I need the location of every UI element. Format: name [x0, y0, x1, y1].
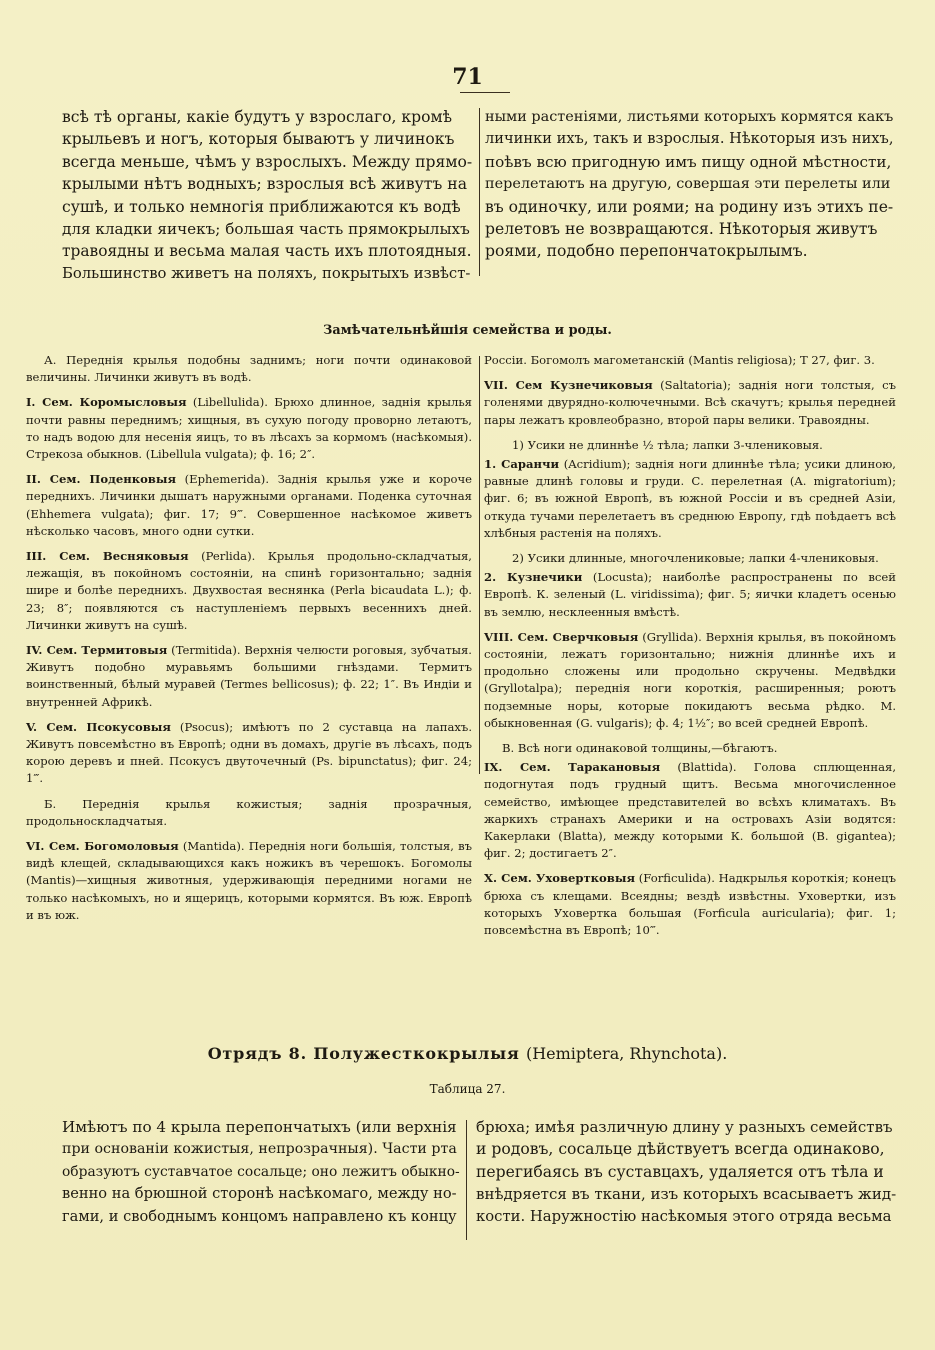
- family-entry: VI. Сем. Богомоловыя (Mantida). Переднія ноги большія, толстыя, въ видѣ клещей, складывающихся какъ ножикъ въ черешокъ. Богомолы (Mantis)—хищныя животныя, удерживающія передними ногами не только насѣкомыхъ, но и ящерицъ, которыми кормятся. Въ юж. Европѣ и въ юж.: [26, 839, 473, 922]
- genus-entry: 2. Кузнечики (Locusta); наиболѣе распространены по всей Европѣ. К. зеленый (L. viridissima); фиг. 5; яички кладетъ осенью въ землю, несклеенныя вмѣстѣ.: [484, 570, 897, 619]
- order-latin: (Hemiptera, Rhynchota).: [525, 1044, 728, 1063]
- family-entry: V. Сем. Псокусовыя (Psocus); имѣютъ по 2 суставца на лапахъ. Живутъ повсемѣстно въ Европѣ; одни въ домахъ, другіе въ лѣсахъ, подъ корою деревъ и пней. Псокусъ двуточечный (Ps. bipunctatus); фиг. 24; 1‴.: [26, 719, 472, 786]
- table-reference: Таблица 27.: [429, 1082, 506, 1096]
- text-line: личинки ихъ, такъ и взрослыя. Нѣкоторыя изъ нихъ,: [485, 130, 894, 148]
- text-line: всегда меньше, чѣмъ у взрослыхъ. Между прямо-: [62, 152, 473, 171]
- family-name: VII. Сем Кузнечиковыя: [484, 378, 653, 393]
- order-heading: [0, 1044, 935, 1063]
- text-line: въ одиночку, или роями; на родину изъ этихъ пе-: [485, 197, 894, 216]
- top-right-column: [485, 106, 895, 263]
- subgroup-note: В. Всѣ ноги одинаковой толщины,—бѣгаютъ.: [502, 741, 778, 756]
- page-number-underline: [460, 92, 510, 93]
- family-name: I. Сем. Коромысловыя: [26, 395, 187, 410]
- text-line: крылыми нѣтъ водныхъ; взрослыя всѣ живутъ на: [62, 175, 467, 194]
- top-left-column: [62, 106, 474, 285]
- column-divider: [479, 108, 480, 276]
- text-line: внѣдряется въ ткани, изъ которыхъ всасываетъ жид-: [476, 1185, 897, 1204]
- family-name: II. Сем. Поденковыя: [26, 472, 177, 487]
- family-name: III. Сем. Весняковыя: [26, 549, 189, 564]
- family-name: VI. Сем. Богомоловыя: [26, 839, 179, 854]
- text-line: поѣвъ всю пригодную имъ пищу одной мѣстности,: [485, 152, 892, 171]
- family-entry: I. Сем. Коромысловыя (Libellulida). Брюхо длинное, заднія крылья почти равны переднимъ; хищныя, въ сухую погоду проворно летаютъ, то надъ водою для несенія яицъ, то въ лѣсахъ за кормомъ (насѣкомыя). Стрекоза обыкнов. (Libellula vulgata); ф. 16; 2″.: [26, 395, 472, 462]
- text-line: крыльевъ и ногъ, которыя бываютъ у личинокъ: [62, 130, 455, 149]
- family-entry: III. Сем. Весняковыя (Perlida). Крылья продольно-складчатыя, лежащія, въ покойномъ состояніи, на спинѣ горизонтально; заднія шире и болѣе переднихъ. Двухвостая веснянка (Perla bicaudata L.); ф. 23; 8″; появляются съ наступленіемъ первыхъ весеннихъ дней. Личинки живутъ на сушѣ.: [26, 549, 472, 632]
- text-line: кости. Наружностію насѣкомыя этого отряда весьма: [476, 1207, 892, 1225]
- genus-name: 1. Саранчи: [484, 457, 560, 472]
- family-entry: VII. Сем Кузнечиковыя (Saltatoria); заднія ноги толстыя, съ голенями двурядно-колючечными. Всѣ скачутъ; крылья передней пары лежатъ кровлеобразно, второй пары велики. Травоядны.: [484, 378, 896, 427]
- text-line: гами, и свободнымъ концомъ направлено къ концу: [62, 1207, 457, 1225]
- column-divider: [479, 356, 480, 774]
- families-right-column: [484, 352, 896, 947]
- page-number: 71: [452, 64, 483, 90]
- text-line: сушѣ, и только немногія приближаются къ водѣ: [62, 197, 461, 216]
- subgroup-note: А. Переднія крылья подобны заднимъ; ноги почти одинаковой величины. Личинки живутъ въ водѣ.: [26, 353, 472, 385]
- order-title: Отрядъ 8. Полужесткокрылыя: [207, 1044, 520, 1063]
- family-entry: VIII. Сем. Сверчковыя (Gryllida). Верхнія крылья, въ покойномъ состояніи, лежатъ горизонтально; нижнія длиннѣе ихъ и продольно сложены или продольно скручены. Медвѣдки (Gryllotalpa); переднія ноги короткія, расширенныя; роютъ подземные норы, которые покидаютъ весьма рѣдко. М. обыкновенная (G. vulgaris); ф. 4; 1½″; во всей средней Европѣ.: [484, 629, 897, 730]
- family-name: IX. Сем. Таракановыя: [484, 760, 661, 775]
- bottom-left-column: [62, 1116, 460, 1228]
- bottom-right-column: [476, 1116, 896, 1228]
- text-line: Большинство живетъ на поляхъ, покрытыхъ извѣст-: [62, 264, 471, 282]
- text-line: релетовъ не возвращаются. Нѣкоторыя живутъ: [485, 220, 878, 239]
- text-line: перегибаясь въ суставцахъ, удаляется отъ тѣла и: [476, 1162, 884, 1181]
- family-name: X. Сем. Уховертковыя: [484, 871, 636, 886]
- genus-entry: 1. Саранчи (Acridium); заднія ноги длиннѣе тѣла; усики длиною, равные длинѣ головы и груди. С. перелетная (A. migratorium); фиг. 6; въ южной Европѣ, въ южной Россіи и въ средней Азіи, откуда тучами перелетаетъ въ среднюю Европу, гдѣ поѣдаетъ всѣ хлѣбныя растенія на поляхъ.: [484, 457, 896, 540]
- families-left-column: [26, 352, 472, 932]
- family-name: IV. Сем. Термитовыя: [26, 643, 168, 658]
- subgroup-note: 2) Усики длинные, многочлениковые; лапки 4-члениковыя.: [512, 551, 879, 566]
- text-line: венно на брюшной сторонѣ насѣкомаго, между но-: [62, 1185, 457, 1203]
- family-entry: II. Сем. Поденковыя (Ephemerida). Заднія крылья уже и короче переднихъ. Личинки дышатъ наружными органами. Поденка суточная (Ehhemera vulgata); фиг. 17; 9‴. Совершенное насѣкомое живетъ нѣсколько часовъ, много одни сутки.: [26, 472, 472, 538]
- subgroup-note: 1) Усики не длиннѣе ½ тѣла; лапки 3-члениковыя.: [512, 437, 823, 452]
- section-title: Замѣчательнѣйшія семейства и роды.: [323, 323, 612, 338]
- family-entry: X. Сем. Уховертковыя (Forficulida). Надкрылья короткія; конецъ брюха съ клещами. Всеядны; вездѣ извѣстны. Уховертки, изъ которыхъ Уховертка большая (Forficula auricularia); фиг. 1; повсемѣстна въ Европѣ; 10‴.: [484, 871, 896, 938]
- subgroup-note: Б. Переднія крылья кожистыя; заднія прозрачныя, продольноскладчатыя.: [26, 796, 472, 828]
- text-line: при основаніи кожистыя, непрозрачныя). Части рта: [62, 1141, 457, 1158]
- genus-name: 2. Кузнечики: [484, 570, 583, 585]
- text-line: брюха; имѣя различную длину у разныхъ семействъ: [476, 1118, 893, 1136]
- column-divider: [466, 1120, 467, 1240]
- continuation: Россіи. Богомолъ магометанскій (Mantis religiosa); Т 27, фиг. 3.: [484, 353, 875, 367]
- family-name: VIII. Сем. Сверчковыя: [484, 629, 639, 644]
- text-line: травоядны и весьма малая часть ихъ плотоядныя.: [62, 242, 472, 261]
- text-line: роями, подобно перепончатокрылымъ.: [485, 242, 808, 261]
- family-entry: IX. Сем. Таракановыя (Blattida). Голова сплющенная, подогнутая подъ грудный щитъ. Весьма многочисленное семейство, имѣющее представителей во всѣхъ климатахъ. Въ жаркихъ странахъ Америки и на островахъ Азіи водятся: Какерлаки (Blatta), между которыми К. большой (B. gigantea); фиг. 2; достигаетъ 2″.: [484, 760, 897, 861]
- text-line: и родовъ, сосальце дѣйствуетъ всегда одинаково,: [476, 1140, 885, 1159]
- text-line: образуютъ суставчатое сосальце; оно лежитъ обыкно-: [62, 1163, 460, 1180]
- family-name: V. Сем. Псокусовыя: [26, 719, 171, 734]
- text-line: Имѣютъ по 4 крыла перепончатыхъ (или верхнія: [62, 1118, 457, 1136]
- text-line: для кладки яичекъ; большая часть прямокрылыхъ: [62, 220, 470, 239]
- text-line: всѣ тѣ органы, какіе будутъ у взрослаго, кромѣ: [62, 108, 453, 126]
- text-line: ными растеніями, листьями которыхъ кормятся какъ: [485, 109, 894, 125]
- family-entry: IV. Сем. Термитовыя (Termitida). Верхнія челюсти роговыя, зубчатыя. Живутъ подобно муравьямъ большими гнѣздами. Термитъ воинственный, бѣлый муравей (Termes bellicosus); ф. 22; 1″. Въ Индіи и внутренней Африкѣ.: [26, 643, 472, 709]
- text-line: перелетаютъ на другую, совершая эти перелеты или: [485, 176, 891, 193]
